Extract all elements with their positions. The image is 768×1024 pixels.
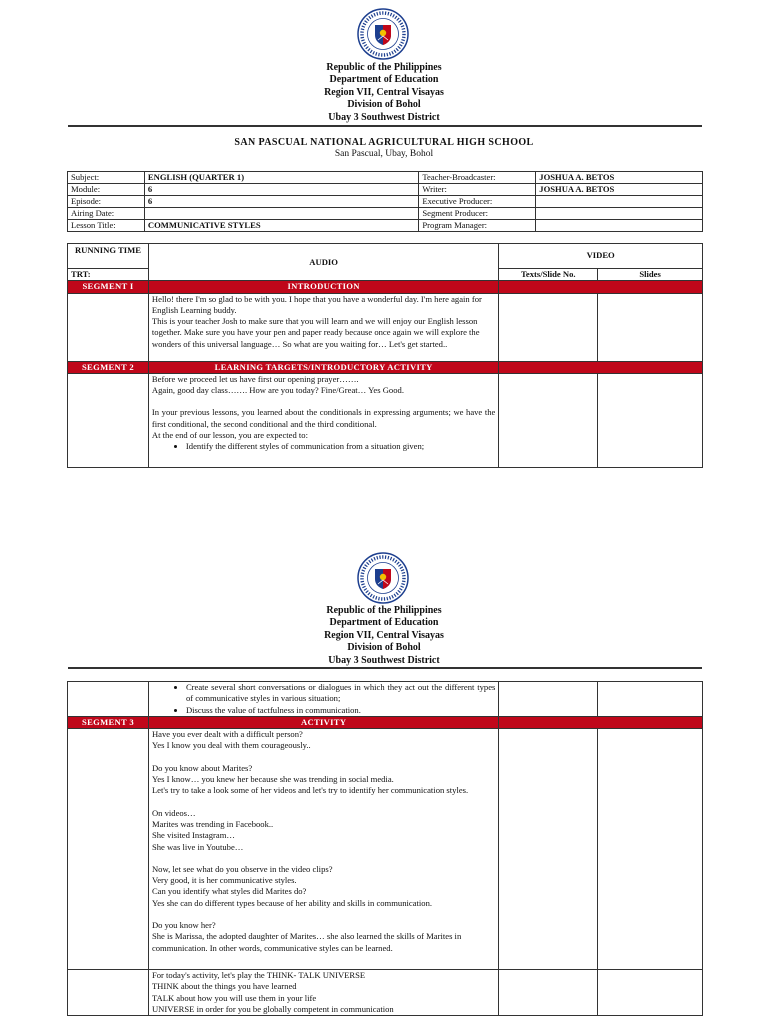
agency-header-page-2 [0, 605, 768, 667]
audio-line: THINK about the things you have learned [151, 981, 297, 992]
spacer [152, 909, 495, 920]
episode-value: 6 [144, 196, 418, 208]
teacher-broadcaster-label: Teacher-Broadcaster: [419, 172, 536, 184]
spacer [152, 396, 495, 407]
segment-3-title: ACTIVITY [148, 716, 498, 728]
program-manager-label: Program Manager: [419, 220, 536, 232]
executive-producer-label: Executive Producer: [419, 196, 536, 208]
audio-line: Now, let see what do you observe in the video clips? [151, 863, 333, 874]
audio-line: Yes she can do different types because of her ability and skills in communication. [151, 897, 433, 908]
objective-item: • Discuss the value of tactfulness in communication. [186, 705, 495, 716]
running-time-header: RUNNING TIME [68, 244, 149, 269]
writer-label: Writer: [419, 184, 536, 196]
segment-2-texts-cell [499, 373, 598, 467]
segment-3-label: SEGMENT 3 [68, 716, 149, 728]
header-divider-page-2 [68, 667, 702, 669]
school-address: San Pascual, Ubay, Bohol [334, 149, 434, 159]
module-label: Module: [68, 184, 145, 196]
audio-paragraph: Again, good day class……. How are you today? Fine/Great… Yes Good. [151, 385, 404, 396]
audio-line: Do you know about Marites? [151, 762, 253, 773]
segment-2-label: SEGMENT 2 [68, 361, 149, 373]
audio-line: Marites was trending in Facebook.. [151, 818, 274, 829]
audio-paragraph: In your previous lessons, you learned about the conditionals in expressing arguments; we have the first conditional, the second conditional and the third conditional. [151, 407, 496, 429]
header-line-3: Region VII, Central Visayas [324, 86, 444, 98]
spacer [152, 853, 495, 864]
activity-texts-cell [499, 970, 598, 1016]
module-value: 6 [144, 184, 418, 196]
subject-label: Subject: [68, 172, 145, 184]
script-table-page-2 [67, 681, 703, 1016]
segment-1-title: INTRODUCTION [148, 281, 498, 293]
audio-line: Let's try to take a look some of her videos and let's try to identify her communication styles. [151, 785, 469, 796]
audio-paragraph: Before we proceed let us have first our opening prayer……. [151, 373, 359, 384]
objective-item: • Create several short conversations or dialogues in which they act out the different types of communicative styles in various situation; [186, 682, 495, 705]
audio-line: Yes I know you deal with them courageously.. [151, 740, 311, 751]
audio-line: UNIVERSE in order for you be globally competent in communication [151, 1004, 394, 1015]
audio-line: For today's activity, let's play the THINK- TALK UNIVERSE [151, 970, 366, 981]
program-manager-value [536, 220, 703, 232]
executive-producer-value [536, 196, 703, 208]
deped-seal-icon [357, 8, 409, 60]
audio-line: Yes I know… you knew her because she was trending in social media. [151, 774, 394, 785]
airing-date-value [144, 208, 418, 220]
teacher-broadcaster-value: JOSHUA A. BETOS [536, 172, 703, 184]
audio-line: She is Marissa, the adopted daughter of Marites… she also learned the skills of Marites in communication. In other words, communicative styles can be learned. [151, 931, 462, 953]
segment-1-texts-cell [499, 293, 598, 361]
segment-3-audio [148, 729, 498, 970]
header-line-3: Region VII, Central Visayas [324, 629, 444, 641]
header-line-2: Department of Education [329, 617, 439, 629]
audio-header: AUDIO [148, 244, 498, 281]
audio-line: She visited Instagram… [151, 830, 235, 841]
continued-slides-cell [598, 682, 703, 717]
segment-2-slides-cell [598, 373, 703, 467]
activity-time-cell [68, 970, 149, 1016]
writer-value: JOSHUA A. BETOS [536, 184, 703, 196]
continued-audio [148, 682, 498, 717]
segment-producer-value [536, 208, 703, 220]
segment-2-time-cell [68, 373, 149, 467]
header-line-5: Ubay 3 Southwest District [328, 654, 440, 666]
trt-label: TRT: [68, 269, 149, 281]
segment-1-slides-cell [598, 293, 703, 361]
spacer [152, 752, 495, 763]
segment-3-time-cell [68, 729, 149, 970]
objectives-list [152, 441, 495, 452]
continued-texts-cell [499, 682, 598, 717]
segment-3-slides-cell [598, 729, 703, 970]
school-block [0, 137, 768, 159]
header-line-1: Republic of the Philippines [326, 62, 442, 73]
audio-line: Have you ever dealt with a difficult person? [151, 729, 303, 740]
video-header: VIDEO [499, 244, 703, 269]
segment-3-texts-cell [499, 729, 598, 970]
continued-time-cell [68, 682, 149, 717]
lesson-title-value: COMMUNICATIVE STYLES [144, 220, 418, 232]
segment-producer-label: Segment Producer: [419, 208, 536, 220]
audio-line: On videos… [151, 807, 196, 818]
deped-seal-icon [357, 552, 409, 604]
audio-line: Very good, it is her communicative styles. [151, 875, 297, 886]
segment-2-title: LEARNING TARGETS/INTRODUCTORY ACTIVITY [148, 361, 498, 373]
header-line-5: Ubay 3 Southwest District [328, 111, 440, 123]
texts-slide-header: Texts/Slide No. [499, 269, 598, 281]
activity-audio [148, 970, 498, 1016]
school-name: SAN PASCUAL NATIONAL AGRICULTURAL HIGH SCHOOL [234, 137, 534, 148]
header-line-2: Department of Education [329, 74, 439, 86]
slides-header: Slides [598, 269, 703, 281]
audio-line: TALK about how you will use them in your life [151, 992, 317, 1003]
header-line-4: Division of Bohol [347, 99, 421, 111]
segment-1-video-bar [499, 281, 703, 293]
program-info-table [67, 171, 703, 232]
agency-header [0, 62, 768, 124]
episode-label: Episode: [68, 196, 145, 208]
activity-slides-cell [598, 970, 703, 1016]
audio-paragraph: At the end of our lesson, you are expected to: [151, 430, 308, 441]
subject-value: ENGLISH (QUARTER 1) [144, 172, 418, 184]
segment-2-video-bar [499, 361, 703, 373]
segment-1-label: SEGMENT I [68, 281, 149, 293]
airing-date-label: Airing Date: [68, 208, 145, 220]
segment-1-time-cell [68, 293, 149, 361]
segment-1-audio-text: Hello! there I'm so glad to be with you. I hope that you have a wonderful day. I'm here again for English Learning buddy. This is your teacher Josh to make sure that you will learn and we will enjoy our English lesson together. Make sure you have your pen and paper ready because once again we will explore the wonders of this universal language… So what are you waiting for… Let's get started.. [148, 293, 498, 361]
spacer [152, 797, 495, 808]
lesson-title-label: Lesson Title: [68, 220, 145, 232]
header-line-1: Republic of the Philippines [326, 605, 442, 616]
segment-3-video-bar [499, 716, 703, 728]
script-table-page-1 [67, 243, 703, 468]
header-divider [68, 125, 702, 127]
header-line-4: Division of Bohol [347, 642, 421, 654]
audio-line: Can you identify what styles did Marites do? [151, 886, 307, 897]
objectives-list [152, 682, 495, 716]
objective-item: • Identify the different styles of communication from a situation given; [186, 441, 495, 452]
audio-line: She was live in Youtube… [151, 841, 244, 852]
segment-2-audio [148, 373, 498, 467]
audio-line: Do you know her? [151, 920, 216, 931]
